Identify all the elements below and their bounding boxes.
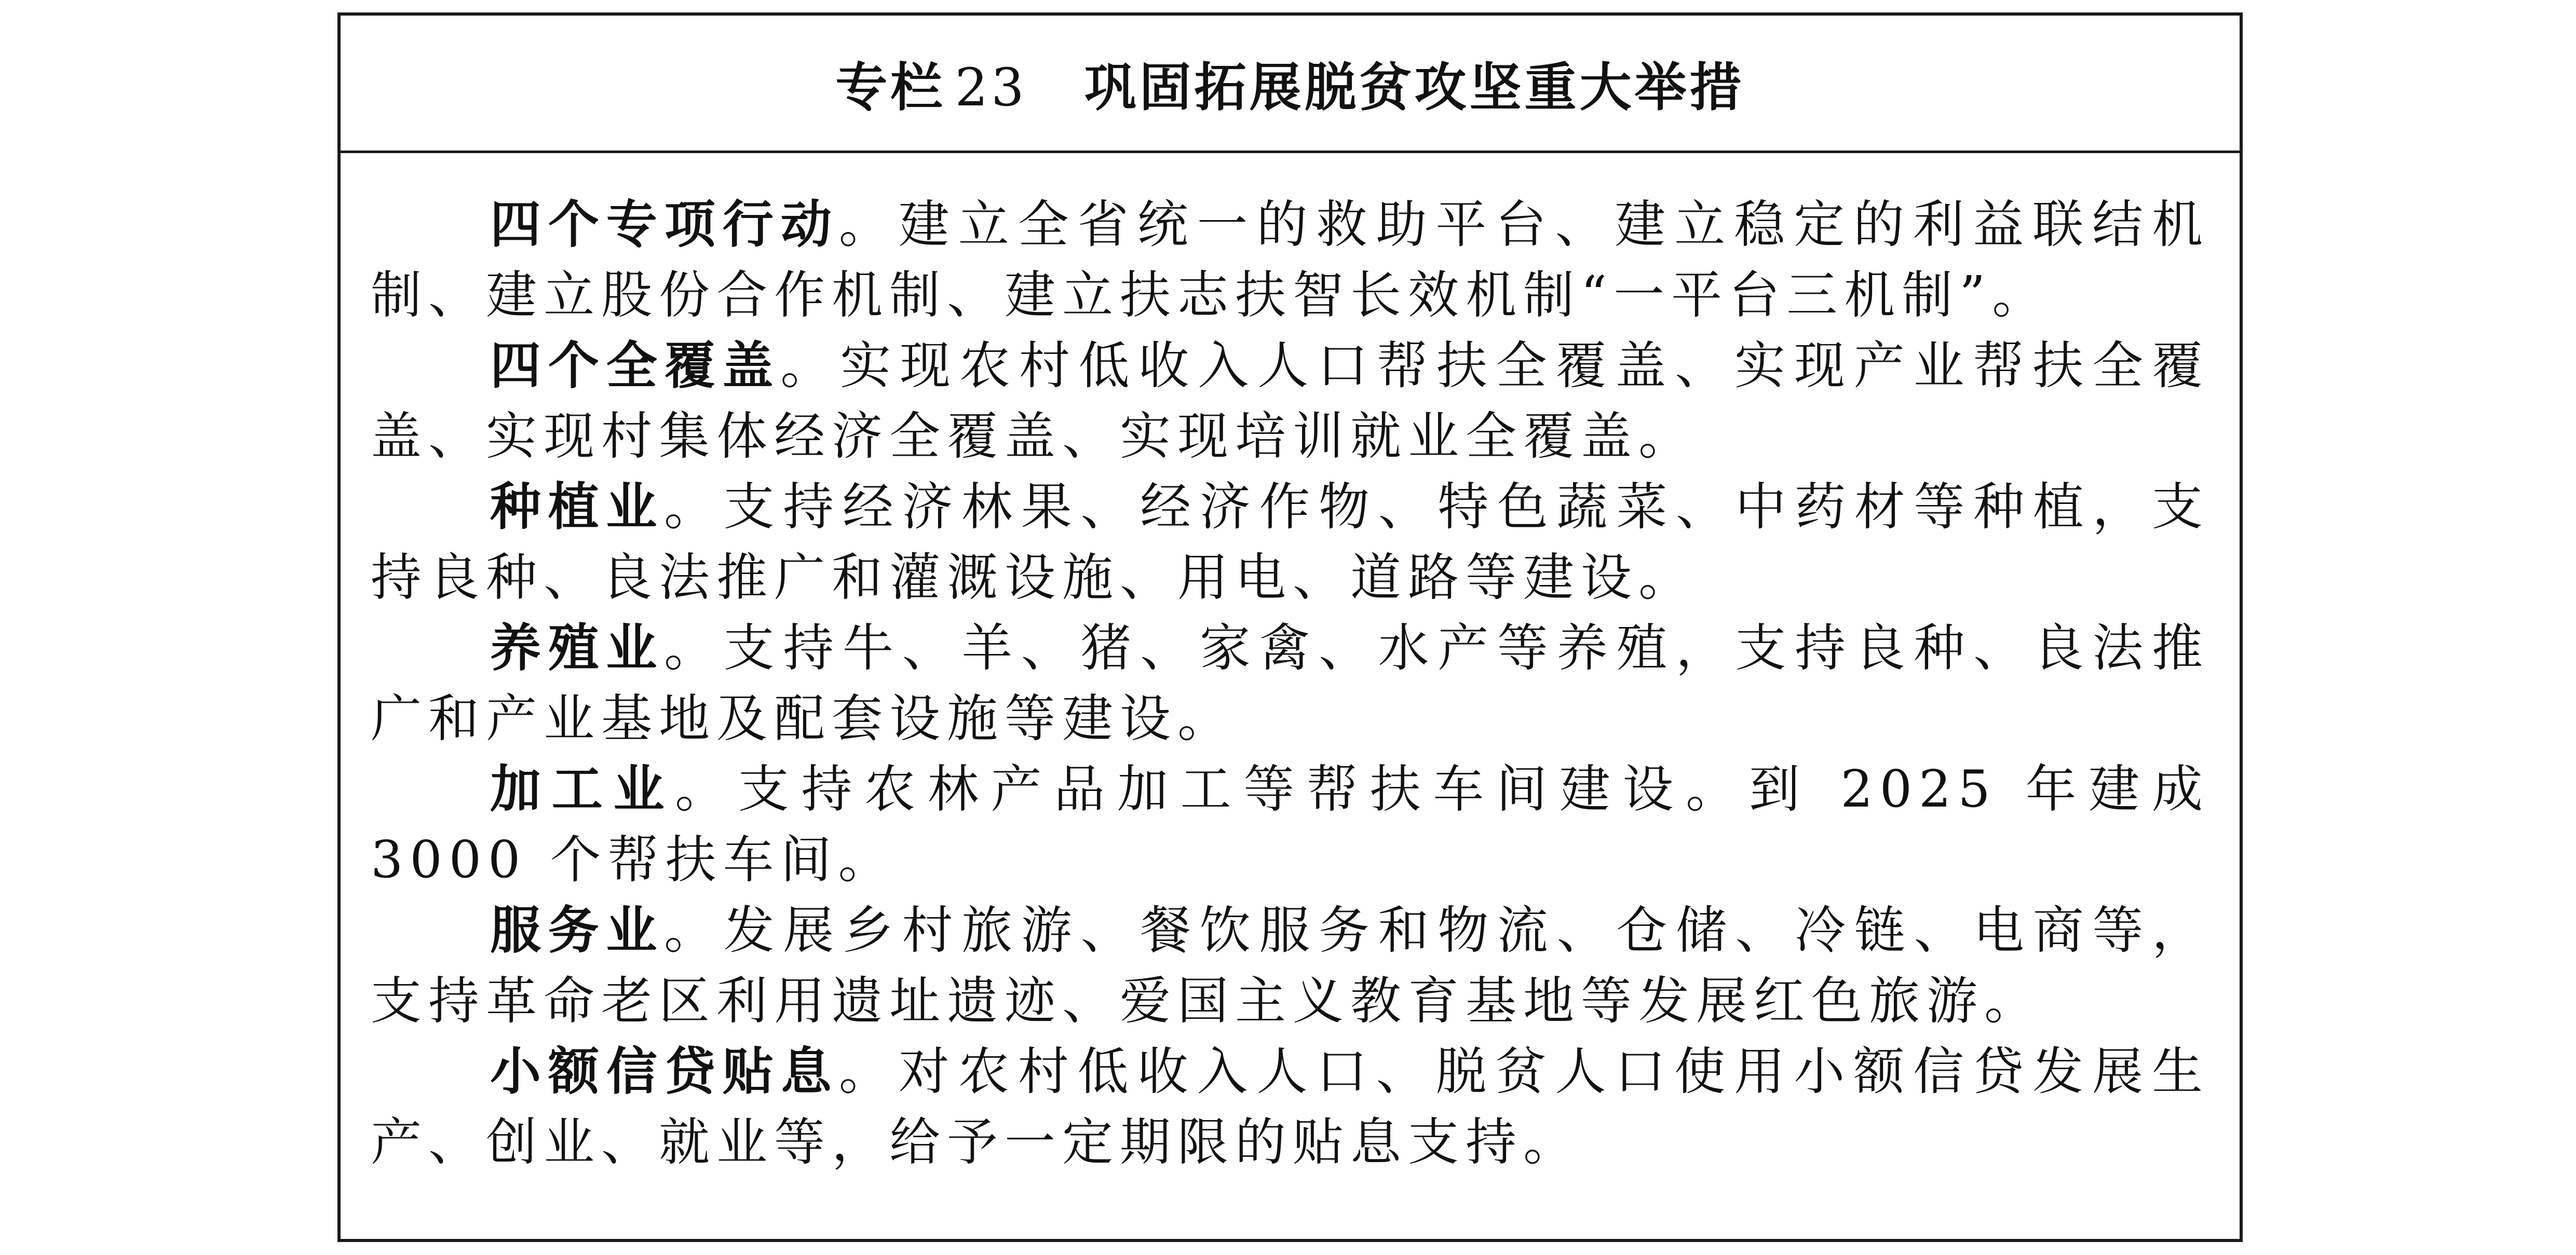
panel-header [341, 16, 2240, 153]
panel-title-number: 23 [955, 57, 1027, 118]
paragraph-text: 。对农村低收入人口、脱贫人口使用小额信贷发展生产、创业、就业等，给予一定期限的贴息支持。 [371, 1042, 2209, 1172]
paragraph-heading: 小额信贷贴息 [490, 1042, 839, 1101]
paragraph-heading: 四个专项行动 [490, 195, 839, 254]
paragraph-text: 。实现农村低收入人口帮扶全覆盖、实现产业帮扶全覆盖、实现村集体经济全覆盖、实现培训就业全覆盖。 [371, 336, 2209, 466]
paragraph-heading: 加工业 [490, 760, 675, 819]
paragraph-heading: 四个全覆盖 [490, 336, 781, 395]
paragraph-heading: 服务业 [490, 901, 664, 960]
paragraph-heading: 种植业 [490, 478, 664, 537]
paragraph-text: 。建立全省统一的救助平台、建立稳定的利益联结机制、建立股份合作机制、建立扶志扶智长效机制“一平台三机制”。 [371, 195, 2209, 325]
info-panel [337, 12, 2243, 1242]
panel-title-text: 巩固拓展脱贫攻坚重大举措 [1084, 57, 1745, 118]
panel-title-prefix: 专栏 [835, 57, 946, 118]
paragraph-planting [371, 472, 2209, 613]
panel-body [341, 153, 2240, 1178]
paragraph-services [371, 895, 2209, 1036]
paragraph-text: 。支持经济林果、经济作物、特色蔬菜、中药材等种植，支持良种、良法推广和灌溉设施、用电、道路等建设。 [371, 478, 2209, 607]
paragraph-processing [371, 754, 2209, 895]
paragraph-breeding [371, 613, 2209, 754]
paragraph-text: 。发展乡村旅游、餐饮服务和物流、仓储、冷链、电商等，支持革命老区利用遗址遗迹、爱国主义教育基地等发展红色旅游。 [371, 901, 2209, 1031]
paragraph-heading: 养殖业 [490, 619, 664, 678]
paragraph-microcredit [371, 1036, 2209, 1178]
paragraph-text: 。支持农林产品加工等帮扶车间建设。到 2025 年建成 3000 个帮扶车间。 [371, 760, 2209, 890]
paragraph-full-coverage [371, 331, 2209, 472]
paragraph-special-actions [371, 189, 2209, 331]
panel-title [835, 46, 1744, 120]
paragraph-text: 。支持牛、羊、猪、家禽、水产等养殖，支持良种、良法推广和产业基地及配套设施等建设。 [371, 619, 2209, 748]
